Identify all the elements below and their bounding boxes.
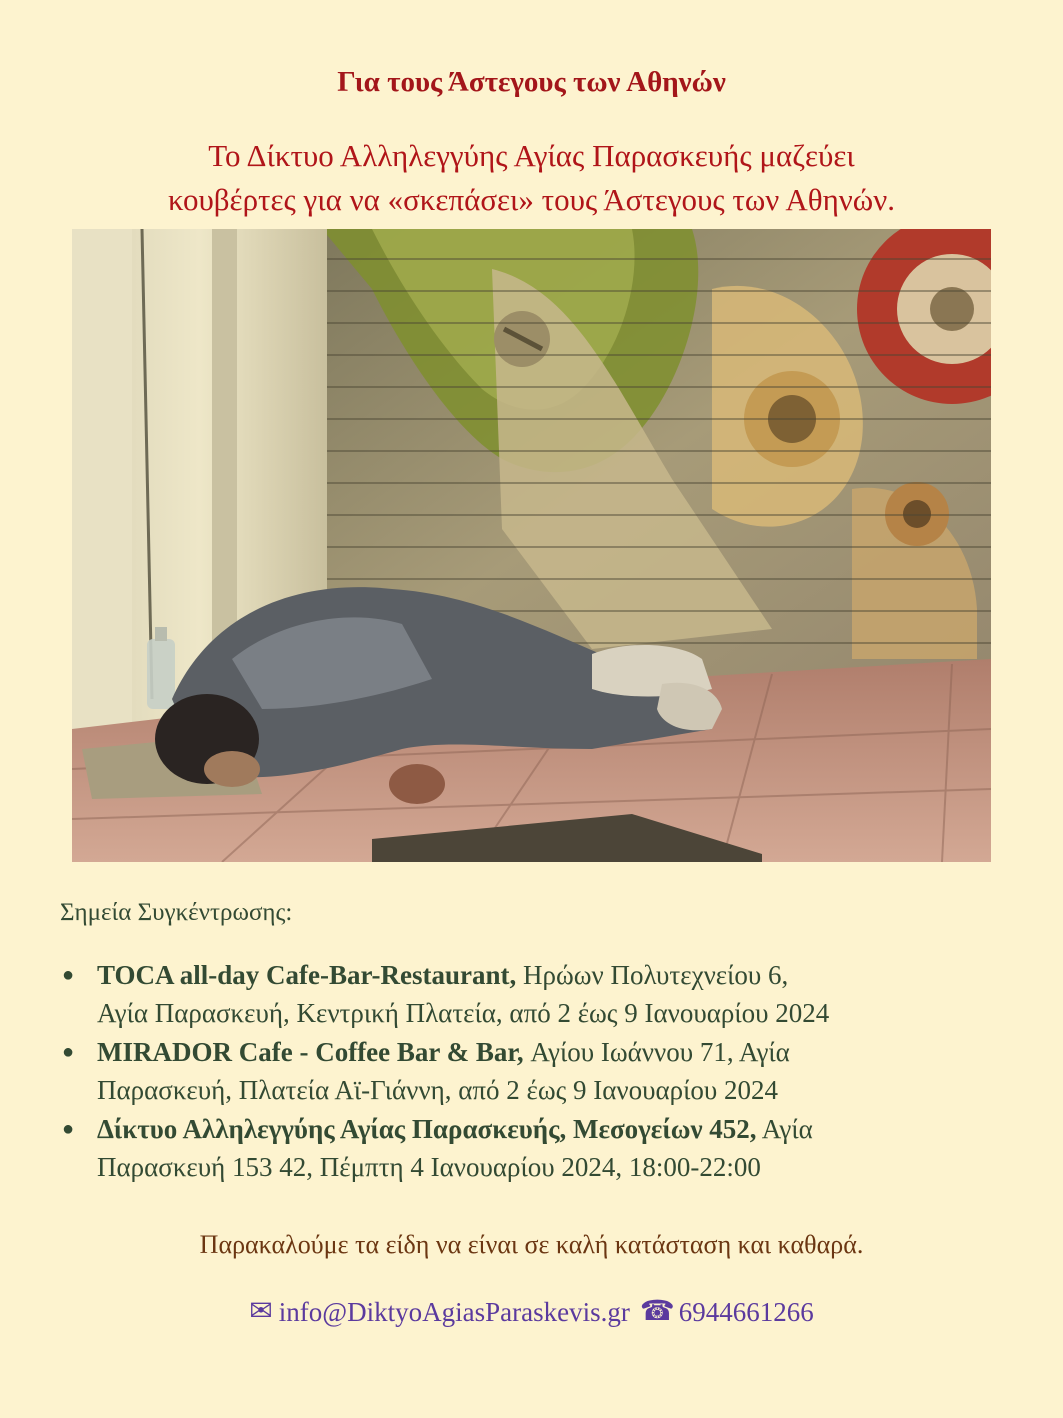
homeless-person-photo xyxy=(72,229,991,862)
subtitle-line-2: κουβέρτες για να «σκεπάσει» τους Άστεγους των Αθηνών. xyxy=(168,182,895,217)
contact-line xyxy=(0,1290,1063,1331)
telephone-icon: ☎ xyxy=(639,1295,675,1327)
bullet-icon: ● xyxy=(62,1041,75,1063)
subtitle-line-1: Το Δίκτυο Αλληλεγγύης Αγίας Παρασκευής μαζεύει xyxy=(208,138,855,173)
point-name: Δίκτυο Αλληλεγγύης Αγίας Παρασκευής, Μεσογείων 452, xyxy=(97,1114,757,1144)
page-title: Για τους Άστεγους των Αθηνών xyxy=(337,66,726,98)
list-item xyxy=(60,956,1020,1032)
condition-note: Παρακαλούμε τα είδη να είναι σε καλή κατάσταση και καθαρά. xyxy=(199,1230,864,1259)
email-link[interactable]: info@DiktyoAgiasParaskevis.gr xyxy=(278,1296,630,1327)
collection-points-heading: Σημεία Συγκέντρωσης: xyxy=(60,899,293,926)
list-item xyxy=(60,1110,1020,1186)
phone-number[interactable]: 6944661266 xyxy=(678,1296,814,1327)
bullet-icon: ● xyxy=(62,1118,75,1140)
point-address: Αγίου Ιωάννου 71, Αγία xyxy=(523,1037,790,1067)
point-details: Παρασκευή 153 42, Πέμπτη 4 Ιανουαρίου 2024, 18:00-22:00 xyxy=(97,1152,761,1182)
envelope-icon: ✉ xyxy=(249,1295,273,1327)
point-details: Αγία Παρασκευή, Κεντρική Πλατεία, από 2 έως 9 Ιανουαρίου 2024 xyxy=(97,998,830,1028)
point-details: Παρασκευή, Πλατεία Αϊ-Γιάννη, από 2 έως 9 Ιανουαρίου 2024 xyxy=(97,1075,778,1105)
point-name: TOCA all-day Cafe-Bar-Restaurant, xyxy=(97,960,517,990)
list-item xyxy=(60,1033,1020,1109)
bullet-icon: ● xyxy=(62,964,75,986)
point-address: Ηρώων Πολυτεχνείου 6, xyxy=(516,960,789,990)
collection-points-list xyxy=(60,956,1020,1187)
subtitle xyxy=(0,134,1063,222)
point-address: Αγία xyxy=(756,1114,813,1144)
point-name: MIRADOR Cafe - Coffee Bar & Bar, xyxy=(97,1037,524,1067)
